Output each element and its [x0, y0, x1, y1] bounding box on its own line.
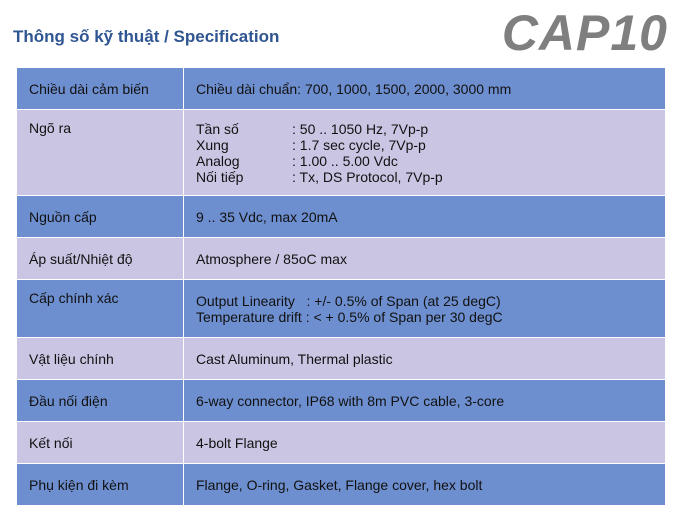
- spec-value: 9 .. 35 Vdc, max 20mA: [184, 196, 666, 238]
- output-item-analog: Analog : 1.00 .. 5.00 Vdc: [196, 152, 398, 169]
- spec-value: Flange, O-ring, Gasket, Flange cover, hex bolt: [184, 464, 666, 506]
- spec-value: [184, 280, 666, 338]
- spec-row-output: [17, 110, 666, 196]
- spec-value: Cast Aluminum, Thermal plastic: [184, 338, 666, 380]
- output-item-pulse: Xung : 1.7 sec cycle, 7Vp-p: [196, 136, 426, 153]
- spec-row-material: [17, 338, 666, 380]
- spec-row-accuracy: [17, 280, 666, 338]
- output-list: [196, 121, 443, 185]
- accuracy-line: Temperature drift : < + 0.5% of Span per 30 degC: [196, 308, 503, 325]
- spec-value: 6-way connector, IP68 with 8m PVC cable, 3-core: [184, 380, 666, 422]
- spec-value: [184, 110, 666, 196]
- spec-label: Áp suất/Nhiệt độ: [17, 238, 184, 280]
- section-title: Thông số kỹ thuật / Specification: [13, 27, 280, 46]
- output-item-frequency: Tần số : 50 .. 1050 Hz, 7Vp-p: [196, 120, 429, 137]
- spec-label: Phụ kiện đi kèm: [17, 464, 184, 506]
- spec-row-electrical-connector: [17, 380, 666, 422]
- accuracy-line: Output Linearity : +/- 0.5% of Span (at 25 degC): [196, 292, 501, 309]
- spec-label: Cấp chính xác: [17, 280, 184, 338]
- spec-row-accessories: [17, 464, 666, 506]
- spec-row-sensor-length: [17, 68, 666, 110]
- spec-value: 4-bolt Flange: [184, 422, 666, 464]
- spec-row-connection: [17, 422, 666, 464]
- spec-label: Vật liệu chính: [17, 338, 184, 380]
- spec-label: Đầu nối điện: [17, 380, 184, 422]
- specification-table: [16, 67, 666, 506]
- spec-label: Kết nối: [17, 422, 184, 464]
- spec-value: Chiều dài chuẩn: 700, 1000, 1500, 2000, 3000 mm: [184, 68, 666, 110]
- spec-label: Ngõ ra: [17, 110, 184, 196]
- output-item-serial: Nối tiếp : Tx, DS Protocol, 7Vp-p: [196, 168, 443, 185]
- spec-label: Chiều dài cảm biến: [17, 68, 184, 110]
- spec-label: Nguồn cấp: [17, 196, 184, 238]
- model-name: CAP10: [501, 5, 668, 61]
- spec-row-pressure-temperature: [17, 238, 666, 280]
- spec-row-power: [17, 196, 666, 238]
- spec-value: Atmosphere / 85oC max: [184, 238, 666, 280]
